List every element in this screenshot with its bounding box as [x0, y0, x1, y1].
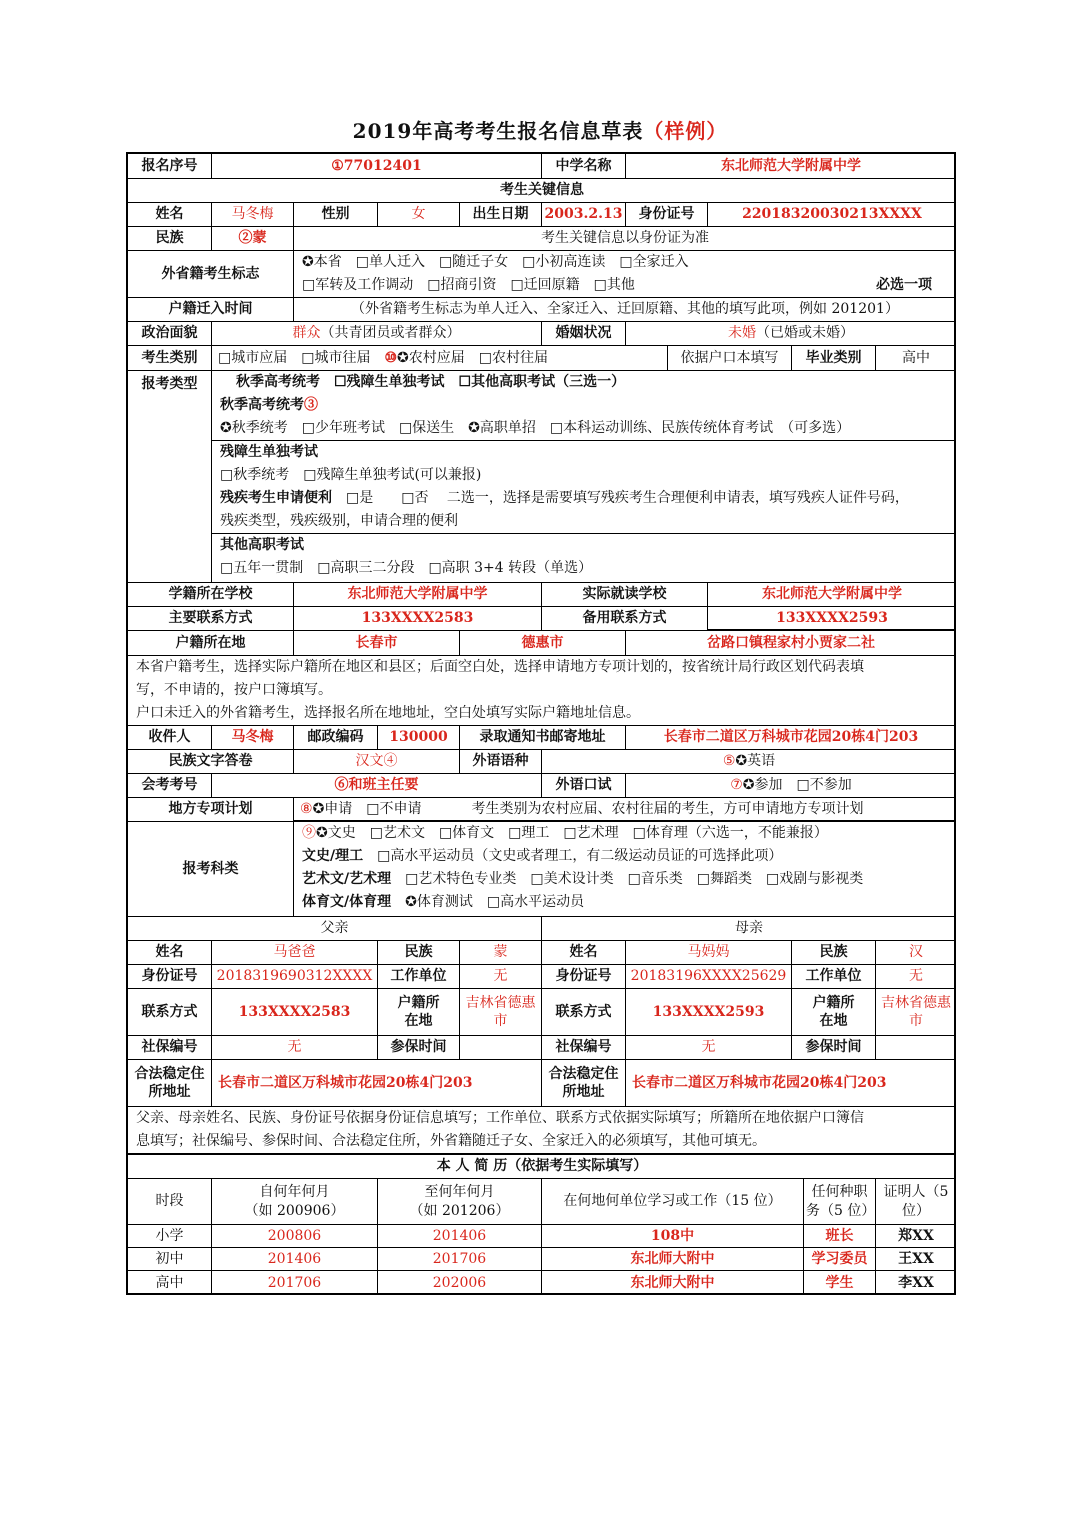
- mother-work: 无: [876, 965, 956, 989]
- political-hint: （共青团员或者群众）: [320, 325, 461, 342]
- father-hukou: 吉林省德惠市: [460, 989, 542, 1036]
- marital-hint: （已婚或未婚）: [756, 325, 854, 342]
- mother-contact-label: 联系方式: [542, 989, 626, 1036]
- resume-row-from: 201706: [212, 1271, 378, 1295]
- father-work: 无: [460, 965, 542, 989]
- father-id-label: 身份证号: [128, 965, 212, 989]
- birth-label: 出生日期: [460, 203, 542, 227]
- out-of-province-line1[interactable]: ✪本省 □单人迁入 □随迁子女 □小初高连读 □全家迁入: [302, 254, 689, 270]
- marker-8: ⑧: [300, 800, 313, 817]
- mother-id-label: 身份证号: [542, 965, 626, 989]
- hukou-move-label: 户籍迁入时间: [128, 298, 294, 322]
- resume-row-witness: 李XX: [898, 1274, 934, 1291]
- parents-notes: [128, 1107, 956, 1155]
- subject-l4-options[interactable]: ✪体育测试 □高水平运动员: [391, 894, 585, 910]
- mother-hukou-label: 户籍所在地: [792, 989, 876, 1036]
- contact-value: 133XXXX2583: [294, 607, 542, 631]
- resume-row-from: 201406: [212, 1248, 378, 1271]
- mother-addr-label: 合法稳定住所地址: [542, 1060, 626, 1107]
- mother-work-label: 工作单位: [792, 965, 876, 989]
- mother-ethnic: 汉: [876, 941, 956, 965]
- autumn-exam-options[interactable]: ✪秋季统考 □少年班考试 □保送生 ✪高职单招 □本科运动训练、民族传统体育考试 （可多选）: [220, 420, 851, 436]
- oral-exam-options[interactable]: ✪参加 □不参加: [742, 777, 852, 794]
- hk-exam-label: 会考考号: [128, 774, 212, 798]
- father-addr-label: 合法稳定住所地址: [128, 1060, 212, 1107]
- parents-note1: 父亲、母亲姓名、民族、身份证号依据身份证信息填写；工作单位、联系方式依据实际填写；所籍所在地依据户口簿信: [136, 1110, 864, 1126]
- political-cell: [212, 322, 542, 346]
- special-plan-note: 考生类别为农村应届、农村往届的考生，方可申请地方专项计划: [471, 800, 864, 817]
- disabled-exam-title: 残障生单独考试: [212, 440, 956, 464]
- out-of-province-label: 外省籍考生标志: [128, 251, 294, 298]
- oral-exam-label: 外语口试: [542, 774, 626, 798]
- subject-options-main[interactable]: ✪文史 □艺术文 □体育文 □理工 □艺术理 □体育理（六选一，不能兼报）: [316, 825, 828, 841]
- required-note: 必选一项: [876, 277, 932, 293]
- actual-school-label: 实际就读学校: [542, 583, 708, 607]
- resume-row-period: 高中: [128, 1271, 212, 1295]
- subject-l4-label: 体育文/体育理: [302, 894, 392, 910]
- backup-contact-label: 备用联系方式: [542, 607, 708, 631]
- hukou-label: 户籍所在地: [128, 631, 294, 656]
- ethnic-label: 民族: [128, 227, 212, 251]
- hukou-county: 德惠市: [460, 631, 626, 656]
- birth-value: 2003.2.13: [542, 203, 626, 227]
- mail-address-label: 录取通知书邮寄地址: [460, 726, 626, 750]
- hukou-note2: 写，不申请的，按户口簿填写。: [136, 682, 332, 698]
- resume-row-where: 108中: [542, 1225, 804, 1248]
- resume-row-period: 小学: [128, 1225, 212, 1248]
- title-main: 2019年高考考生报名信息草表: [352, 119, 644, 143]
- subject-block: [294, 822, 956, 917]
- school-value: 东北师范大学附属中学: [626, 154, 956, 179]
- hukou-notes: [128, 656, 956, 726]
- mother-hukou: 吉林省德惠市: [876, 989, 956, 1036]
- out-of-province-options[interactable]: [294, 251, 956, 298]
- id-value: 22018320030213XXXX: [708, 203, 956, 227]
- zip-label: 邮政编码: [294, 726, 378, 750]
- hukou-move-note: （外省籍考生标志为单人迁入、全家迁入、迁回原籍、其他的填写此项，例如 201201）: [294, 298, 956, 322]
- father-addr: 长春市二道区万科城市花园20栋4门203: [212, 1060, 542, 1107]
- resume-row-role: 学习委员: [804, 1248, 876, 1271]
- hukou-city: 长春市: [294, 631, 460, 656]
- resume-row-to: 201706: [378, 1248, 542, 1271]
- father-contact-label: 联系方式: [128, 989, 212, 1036]
- grad-type-label: 毕业类别: [792, 346, 876, 371]
- other-exam-title: 其他高职考试: [212, 533, 956, 557]
- mother-ethnic-label: 民族: [792, 941, 876, 965]
- id-label: 身份证号: [626, 203, 708, 227]
- gender-value: 女: [378, 203, 460, 227]
- special-plan-label: 地方专项计划: [128, 798, 294, 822]
- mother-ss: 无: [626, 1036, 792, 1060]
- mother-contact: 133XXXX2593: [626, 989, 792, 1036]
- backup-contact-value: 133XXXX2593: [708, 607, 956, 631]
- parents-note2: 息填写；社保编号、参保时间、合法稳定住所，外省籍随迁子女、全家迁入的必须填写，其他可填无。: [136, 1133, 766, 1149]
- father-header: 父亲: [128, 917, 542, 941]
- resume-h-from-text: 自何年何月: [259, 1184, 330, 1201]
- gender-label: 性别: [294, 203, 378, 227]
- form-title: [0, 115, 1080, 144]
- resume-h-period: 时段: [128, 1179, 212, 1225]
- resume-row-where: 东北师大附中: [542, 1271, 804, 1295]
- resume-row-witness: 郑XX: [876, 1225, 956, 1248]
- subject-l2-label: 文史/理工: [302, 848, 364, 864]
- convenience-text2: 残疾类型，残疾级别，申请合理的便利: [220, 513, 458, 529]
- marker-5: ⑤: [722, 753, 736, 770]
- political-value: 群众: [292, 325, 321, 342]
- resume-row-role: 学生: [804, 1271, 876, 1295]
- ethnic-note: 考生关键信息以身份证为准: [294, 227, 956, 251]
- foreign-language-cell[interactable]: [542, 750, 956, 774]
- hukou-note1: 本省户籍考生，选择实际户籍所在地区和县区；后面空白处，选择申请地方专项计划的，按省统计局行政区划代码表填: [136, 659, 864, 675]
- school-label: 中学名称: [542, 154, 626, 179]
- ethnic-value: ②蒙: [212, 227, 294, 251]
- father-ss: 无: [212, 1036, 378, 1060]
- subject-l3-options[interactable]: □艺术特色专业类 □美术设计类 □音乐类 □舞蹈类 □戏剧与影视类: [391, 871, 864, 887]
- resume-h-to-text: 至何年何月: [424, 1184, 495, 1201]
- father-ethnic-label: 民族: [378, 941, 460, 965]
- resume-row-to: 201406: [378, 1225, 542, 1248]
- resume-row-period: 初中: [128, 1248, 212, 1271]
- candidate-type-options[interactable]: [212, 346, 668, 371]
- contact-label: 主要联系方式: [128, 607, 294, 631]
- hukou-note3: 户口未迁入的外省籍考生，选择报名所在地地址，空白处填写实际户籍地址信息。: [136, 705, 640, 721]
- resume-h-role: 任何种职务（5 位）: [804, 1179, 876, 1225]
- foreign-language-value[interactable]: ✪英语: [735, 753, 776, 770]
- resume-h-where: 在何地何单位学习或工作（15 位）: [542, 1179, 804, 1225]
- candidate-type-note: 依据户口本填写: [668, 346, 792, 371]
- mail-address-value: 长春市二道区万科城市花园20栋4门203: [626, 726, 956, 750]
- title-suffix: （样例）: [643, 119, 728, 143]
- father-ss-label: 社保编号: [128, 1036, 212, 1060]
- marker-10: ⑩: [384, 349, 398, 366]
- father-ins-label: 参保时间: [378, 1036, 460, 1060]
- recipient-label: 收件人: [128, 726, 212, 750]
- mother-name-label: 姓名: [542, 941, 626, 965]
- exam-type-main-options[interactable]: 秋季高考统考 ☐残障生单独考试 ☐其他高职考试（三选一）: [236, 374, 626, 390]
- oral-exam-cell[interactable]: [626, 774, 956, 798]
- resume-h-from-example: （如 200906）: [244, 1202, 345, 1219]
- resume-row-role: 班长: [804, 1225, 876, 1248]
- name-label: 姓名: [128, 203, 212, 227]
- language-label: 民族文字答卷: [128, 750, 294, 774]
- actual-school-value: 东北师范大学附属中学: [708, 583, 956, 607]
- resume-h-to: [378, 1179, 542, 1225]
- mother-ins-value: [876, 1036, 956, 1060]
- reg-no-value: ①77012401: [212, 154, 542, 179]
- marker-7: ⑦: [730, 777, 743, 794]
- marital-label: 婚姻状况: [542, 322, 626, 346]
- father-ethnic: 蒙: [460, 941, 542, 965]
- resume-h-to-example: （如 201206）: [409, 1202, 510, 1219]
- subject-l3-label: 艺术文/艺术理: [302, 871, 392, 887]
- resume-row-where: 东北师大附中: [542, 1248, 804, 1271]
- father-hukou-label: 户籍所在地: [378, 989, 460, 1036]
- mother-name: 马妈妈: [626, 941, 792, 965]
- special-plan-options[interactable]: ✪申请 □不申请: [312, 800, 422, 817]
- grad-type-value: 高中: [876, 346, 956, 371]
- registration-form: [126, 152, 956, 1295]
- resume-h-from: [212, 1179, 378, 1225]
- mother-ins-label: 参保时间: [792, 1036, 876, 1060]
- convenience-title: 残疾考生申请便利: [220, 490, 332, 506]
- recipient-value: 马冬梅: [212, 726, 294, 750]
- school-reg-label: 学籍所在学校: [128, 583, 294, 607]
- resume-h-witness: 证明人（5 位）: [876, 1179, 956, 1225]
- mother-ss-label: 社保编号: [542, 1036, 626, 1060]
- father-contact: 133XXXX2583: [212, 989, 378, 1036]
- other-exam-options[interactable]: □五年一贯制 □高职三二分段 □高职 3+4 转段（单选）: [220, 560, 593, 576]
- mother-id: 20183196XXXX25629: [626, 965, 792, 989]
- father-name: 马爸爸: [212, 941, 378, 965]
- autumn-exam-title: 秋季高考统考: [220, 397, 304, 413]
- candidate-type-label: 考生类别: [128, 346, 212, 371]
- political-label: 政治面貌: [128, 322, 212, 346]
- exam-type-block: [212, 371, 956, 583]
- key-info-header: 考生关键信息: [128, 179, 956, 203]
- resume-row-to: 202006: [378, 1271, 542, 1295]
- resume-title: 本 人 简 历（依据考生实际填写）: [128, 1155, 956, 1179]
- disabled-exam-options[interactable]: □秋季统考 □残障生单独考试(可以兼报): [220, 467, 482, 483]
- language-value: 汉文④: [294, 750, 460, 774]
- hukou-address: 岔路口镇程家村小贾家二社: [626, 631, 956, 656]
- hk-exam-value: ⑥和班主任要: [212, 774, 542, 798]
- mother-header: 母亲: [542, 917, 956, 941]
- marker-9: ⑨: [302, 825, 316, 841]
- foreign-language-label: 外语语种: [460, 750, 542, 774]
- candidate-type-options-b[interactable]: ✪农村应届 □农村往届: [397, 349, 548, 366]
- father-ins-value: [460, 1036, 542, 1060]
- resume-row-witness: 王XX: [876, 1248, 956, 1271]
- mother-addr: 长春市二道区万科城市花园20栋4门203: [626, 1060, 956, 1107]
- out-of-province-line2[interactable]: □军转及工作调动 □招商引资 □迁回原籍 □其他: [302, 277, 635, 293]
- father-name-label: 姓名: [128, 941, 212, 965]
- reg-no-label: 报名序号: [128, 154, 212, 179]
- special-plan-cell[interactable]: [294, 798, 956, 822]
- exam-type-label: 报考类型: [128, 371, 212, 583]
- zip-value: 130000: [378, 726, 460, 750]
- school-reg-value: 东北师范大学附属中学: [294, 583, 542, 607]
- father-id: 2018319690312XXXX: [212, 965, 378, 989]
- resume-row-from: 200806: [212, 1225, 378, 1248]
- father-work-label: 工作单位: [378, 965, 460, 989]
- marker-3: ③: [304, 397, 318, 413]
- candidate-type-options-a[interactable]: □城市应届 □城市往届: [218, 349, 385, 366]
- convenience-options[interactable]: □是 □否 二选一，选择是需要填写残疾考生合理便利申请表，填写残疾人证件号码，: [332, 490, 909, 506]
- name-value: 马冬梅: [212, 203, 294, 227]
- subject-label: 报考科类: [128, 822, 294, 917]
- subject-l2-options[interactable]: □高水平运动员（文史或者理工，有二级运动员证的可选择此项）: [363, 848, 783, 864]
- marital-value: 未婚: [728, 325, 756, 342]
- marital-cell: [626, 322, 956, 346]
